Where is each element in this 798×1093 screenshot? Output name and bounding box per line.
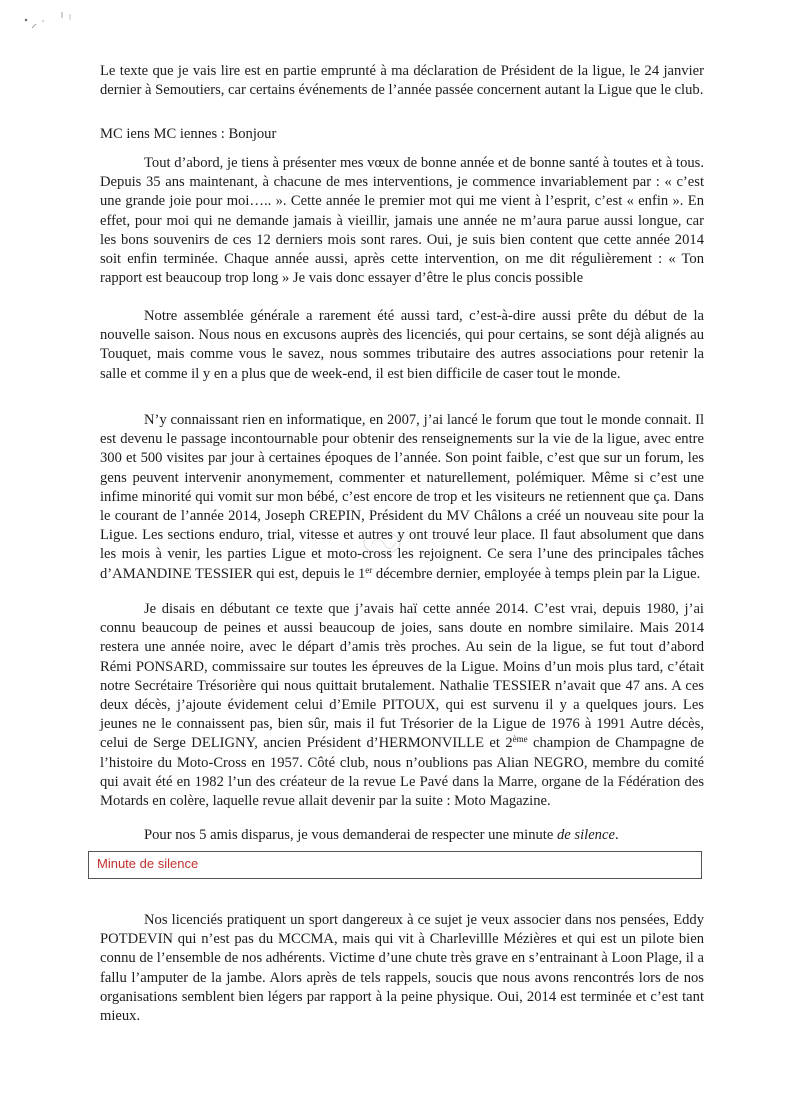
paragraph-forum-end: décembre dernier, employée à temps plein par la Ligue. (372, 565, 701, 582)
minute-of-silence-label: Minute de silence (97, 856, 199, 871)
paragraph-memorial-text (100, 600, 704, 811)
silence-period: . (614, 827, 619, 843)
ordinal-suffix-2: ème (512, 734, 528, 745)
paragraph-forum-body: N’y connaissant rien en informatique, en 2007, j’ai lancé le forum que tout le monde connait. Il est devenu le passage incontournable pour obtenir des renseignements sur la vie de la ligue, avec entre 300 et 500 visites par jour à certaines époques de l’année. Son point faible, c’est que sur un forum, les gens peuvent intervenir anonymement, commenter et naturellement, polémiquer. Même si c’est une infime minorité qui vomit sur mon bébé, c’est encore de trop et les visiteurs ne retiennent que ça. Dans le courant de l’année 2014, Joseph CREPIN, Président du MV Châlons a créé un nouveau site pour la Ligue. Les sections enduro, trial, vitesse et autres y ont trouvé leur place. Il faut absolument que dans les mois à venir, les parties Ligue et moto-cross les rejoignent. Ce sera l’une des principales tâches d’AMANDINE TESSIER qui est, depuis le (100, 412, 704, 582)
silence-request-body: Pour nos 5 amis disparus, je vous demanderai de respecter une minute (144, 827, 557, 843)
paragraph-wishes (100, 154, 704, 288)
ordinal-suffix: er (365, 564, 373, 575)
faint-stamp-mark (358, 528, 406, 558)
minute-of-silence-box (88, 851, 702, 879)
scan-marks (22, 8, 82, 38)
paragraph-memorial-end: champion de Champagne de l’histoire du Moto-Cross en 1957. Côté club, nous n’oublions pas Alian NEGRO, membre du comité qui avait été en 1982 l’un des créateur de la revue Le Pavé dans la Marre, organe de la Fédération des Motards en colère, laquelle revue allait devenir par la suite : Moto Magazine. (100, 735, 704, 810)
paragraph-silence-text (100, 826, 704, 845)
greeting (100, 125, 704, 144)
paragraph-memorial (100, 600, 704, 811)
paragraph-assembly-text: Notre assemblée générale a rarement été aussi tard, c’est-à-dire aussi prête du début de la nouvelle saison. Nous nous en excusons auprès des licenciés, qui pour certains, se sont déjà alignés au Touquet, mais comme vous le savez, nous sommes tributaire des autres associations pour retenir la salle et comme il y en a plus que de week-end, il est bien difficile de caser tout le monde. (100, 308, 704, 382)
intro-paragraph (100, 62, 704, 100)
paragraph-memorial-body: Je disais en débutant ce texte que j’avais haï cette année 2014. C’est vrai, depuis 1980, j’ai connu beaucoup de peines et aussi beaucoup de joies, sans doute en nombre similaire. Mais 2014 restera une année noire, avec le départ d’amis très proches. Au sein de la ligue, se fut tout d’abord Rémi PONSARD, commissaire sur toutes les épreuves de la Ligue. Moins d’un mois plus tard, c’était notre Secrétaire Trésorière qui nous quittait brutalement. Nathalie TESSIER n’avait que 47 ans. A ces deux décès, j’ajoute évidement celui d’Emile PITOUX, qui est survenu il y a quelques jours. Les jeunes ne le connaissent pas, bien sûr, mais il fut Trésorier de la Ligue de 1976 à 1991 Autre décès, celui de Serge DELIGNY, ancien Président d’HERMONVILLE et 2 (100, 601, 704, 752)
paragraph-silence-request (100, 826, 704, 845)
intro-text: Le texte que je vais lire est en partie emprunté à ma déclaration de Président de la ligue, le 24 janvier dernier à Semoutiers, car certains événements de l’année passée concernent autant la Ligue que le club. (100, 63, 704, 99)
paragraph-injured-rider (100, 911, 704, 1026)
paragraph-injured-rider-text: Nos licenciés pratiquent un sport dangereux à ce sujet je veux associer dans nos pensées, Eddy POTDEVIN qui n’est pas du MCCMA, mais qui vit à Charlevillle Mézières et qui est un pilote bien connu de l’ensemble de nos adhérents. Victime d’une chute très grave en s’entrainant à Loon Plage, il a fallu l’amputer de la jambe. Alors après de tels rappels, soucis que nous avons rencontrés lors de nos organisations semblent bien légers par rapport à la peine physique. Oui, 2014 est terminée et c’est tant mieux. (100, 912, 704, 1025)
date-ordinal: 1 (357, 565, 366, 582)
paragraph-assembly (100, 307, 704, 384)
paragraph-wishes-text: Tout d’abord, je tiens à présenter mes vœux de bonne année et de bonne santé à toutes et à tous. Depuis 35 ans maintenant, à chacune de mes interventions, je commence invariablement par : « c’est une grande joie pour moi….. ». Cette année le premier mot qui me vient à l’esprit, c’est « enfin ». En effet, pour moi qui ne demande jamais à vieillir, jamais une année ne m’aura parue aussi longue, car les bons souvenirs de ces 12 derniers mois sont rares. Oui, je suis bien content que cette année 2014 soit enfin terminée. Chaque année aussi, après cette intervention, on me dit régulièrement : « Ton rapport est beaucoup trop long » Je vais donc essayer d’être le plus concis possible (100, 155, 704, 287)
silence-emphasis: de silence (556, 827, 615, 843)
greeting-text: MC iens MC iennes : Bonjour (100, 126, 277, 142)
